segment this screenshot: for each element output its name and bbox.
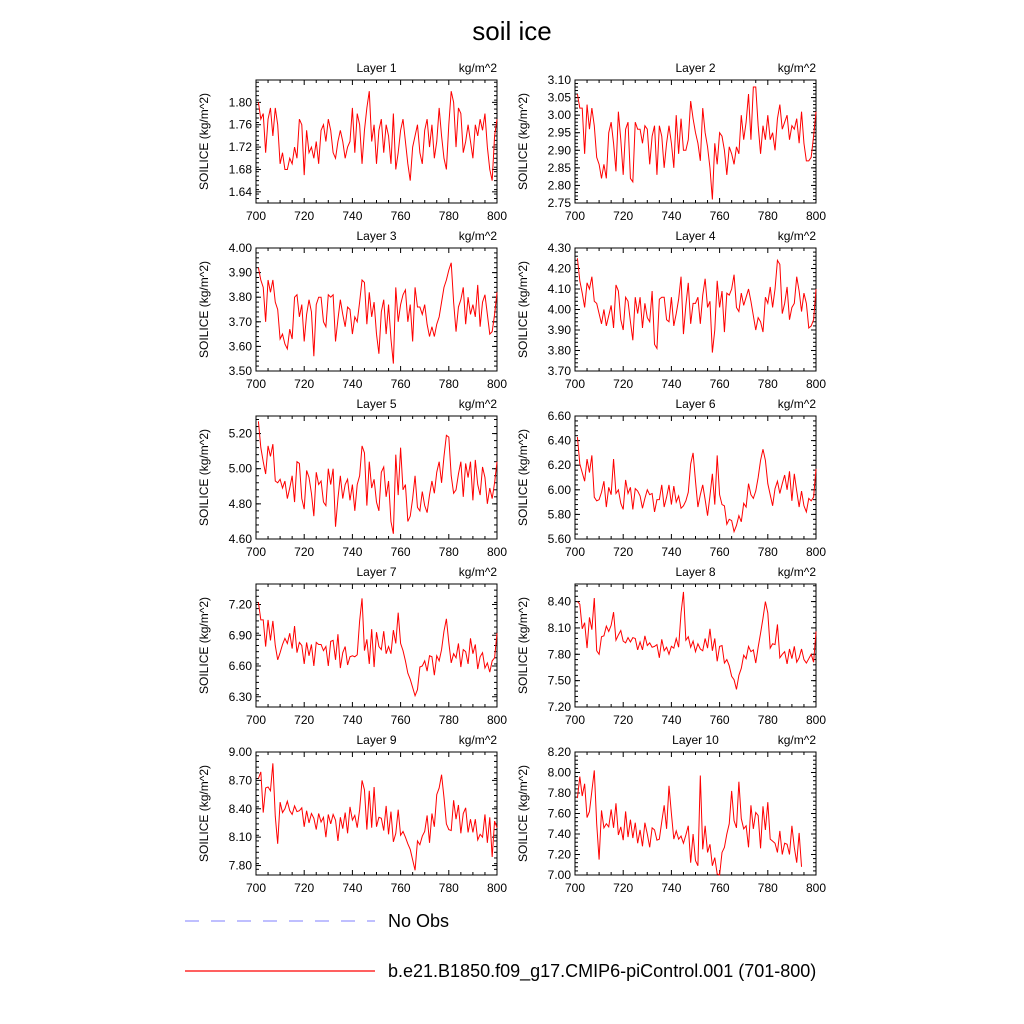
y-tick-label: 8.40: [228, 801, 252, 816]
y-tick-label: 6.30: [228, 689, 252, 704]
x-tick-label: 780: [438, 209, 459, 223]
x-tick-label: 700: [564, 713, 586, 727]
legend-model-label: b.e21.B1850.f09_g17.CMIP6-piControl.001 (701-800): [388, 961, 817, 981]
y-axis-label: SOILICE (kg/m^2): [516, 597, 530, 694]
x-tick-label: 720: [294, 881, 315, 895]
chart-panel-1: [197, 61, 507, 223]
y-tick-label: 2.85: [547, 160, 571, 175]
x-tick-label: 780: [757, 545, 778, 559]
chart-panel-3: [197, 229, 507, 391]
x-tick-label: 700: [245, 377, 267, 391]
series-line: [577, 258, 816, 352]
series-line: [577, 592, 816, 690]
panel-units: kg/m^2: [458, 733, 497, 747]
y-tick-label: 4.00: [547, 302, 571, 317]
plot-frame: [256, 248, 497, 371]
y-tick-label: 4.30: [547, 241, 571, 255]
y-tick-label: 3.90: [228, 265, 252, 280]
y-tick-label: 4.10: [547, 282, 571, 296]
x-tick-label: 700: [564, 881, 586, 895]
y-tick-label: 8.70: [228, 773, 252, 788]
y-tick-label: 3.80: [547, 343, 571, 358]
x-tick-label: 780: [757, 881, 778, 895]
x-tick-label: 720: [294, 377, 315, 391]
x-tick-label: 800: [805, 377, 827, 391]
y-tick-label: 7.20: [228, 597, 252, 612]
x-tick-label: 740: [661, 881, 682, 895]
series-line: [577, 87, 816, 199]
y-tick-label: 3.50: [228, 364, 252, 378]
x-tick-label: 700: [564, 545, 586, 559]
x-tick-label: 720: [613, 881, 634, 895]
y-tick-label: 8.40: [547, 594, 571, 609]
y-axis-label: SOILICE (kg/m^2): [516, 261, 530, 358]
y-tick-label: 8.20: [547, 745, 571, 759]
x-tick-label: 800: [805, 545, 827, 559]
panel-units: kg/m^2: [458, 229, 497, 243]
x-tick-label: 760: [709, 377, 730, 391]
x-tick-label: 740: [661, 209, 682, 223]
y-tick-label: 3.70: [228, 314, 252, 329]
panel-units: kg/m^2: [458, 565, 497, 579]
series-line: [577, 437, 816, 532]
y-tick-label: 6.90: [228, 628, 252, 643]
y-axis-label: SOILICE (kg/m^2): [516, 429, 530, 526]
x-tick-label: 800: [486, 209, 508, 223]
y-tick-label: 2.75: [547, 196, 571, 210]
x-tick-label: 780: [438, 545, 459, 559]
x-tick-label: 740: [342, 881, 363, 895]
panel-units: kg/m^2: [777, 565, 816, 579]
panel-title: Layer 6: [675, 397, 716, 411]
x-tick-label: 780: [757, 713, 778, 727]
y-tick-label: 4.20: [547, 261, 571, 276]
y-tick-label: 2.90: [547, 143, 571, 158]
x-tick-label: 780: [438, 881, 459, 895]
y-tick-label: 3.90: [547, 323, 571, 337]
chart-panel-10: [516, 733, 826, 895]
y-tick-label: 7.50: [547, 673, 571, 688]
chart-panel-9: [197, 733, 507, 895]
x-tick-label: 780: [757, 209, 778, 223]
chart-panel-2: [516, 61, 826, 223]
y-tick-label: 9.00: [228, 745, 252, 759]
y-tick-label: 6.60: [547, 409, 571, 423]
x-tick-label: 780: [438, 377, 459, 391]
panel-title: Layer 5: [356, 397, 397, 411]
panel-units: kg/m^2: [777, 229, 816, 243]
x-tick-label: 800: [805, 209, 827, 223]
x-tick-label: 700: [245, 545, 267, 559]
y-tick-label: 1.72: [228, 140, 252, 155]
y-axis-label: SOILICE (kg/m^2): [516, 93, 530, 190]
y-tick-label: 3.10: [547, 73, 571, 87]
panel-title: Layer 4: [675, 229, 716, 243]
x-tick-label: 720: [613, 377, 634, 391]
y-tick-label: 5.80: [547, 507, 571, 522]
y-tick-label: 6.60: [228, 659, 252, 673]
y-tick-label: 8.10: [228, 830, 252, 845]
y-tick-label: 3.00: [547, 108, 571, 123]
legend-obs-label: No Obs: [388, 911, 450, 931]
panel-title: Layer 2: [675, 61, 716, 75]
x-tick-label: 740: [661, 713, 682, 727]
page-title: soil ice: [472, 16, 552, 46]
y-tick-label: 4.60: [228, 532, 252, 546]
y-tick-label: 3.05: [547, 90, 571, 105]
y-tick-label: 7.20: [547, 700, 571, 714]
x-tick-label: 760: [709, 713, 730, 727]
series-line: [258, 421, 497, 533]
y-tick-label: 1.76: [228, 117, 252, 132]
x-tick-label: 760: [709, 881, 730, 895]
y-axis-label: SOILICE (kg/m^2): [197, 597, 211, 694]
x-tick-label: 760: [390, 713, 411, 727]
panel-title: Layer 3: [356, 229, 397, 243]
x-tick-label: 800: [805, 881, 827, 895]
x-tick-label: 800: [486, 545, 508, 559]
panel-units: kg/m^2: [777, 61, 816, 75]
y-tick-label: 5.00: [228, 461, 252, 476]
x-tick-label: 800: [805, 713, 827, 727]
x-tick-label: 740: [342, 377, 363, 391]
y-tick-label: 6.40: [547, 433, 571, 448]
y-tick-label: 7.60: [547, 806, 571, 821]
y-axis-label: SOILICE (kg/m^2): [197, 765, 211, 862]
x-tick-label: 720: [294, 209, 315, 223]
y-tick-label: 1.64: [228, 184, 252, 199]
x-tick-label: 740: [342, 713, 363, 727]
x-tick-label: 700: [564, 209, 586, 223]
x-tick-label: 740: [342, 545, 363, 559]
plot-frame: [256, 80, 497, 203]
x-tick-label: 700: [245, 881, 267, 895]
y-axis-label: SOILICE (kg/m^2): [197, 429, 211, 526]
series-line: [258, 91, 497, 180]
panel-units: kg/m^2: [777, 733, 816, 747]
y-tick-label: 5.20: [228, 426, 252, 441]
y-tick-label: 1.68: [228, 162, 252, 177]
series-line: [577, 770, 801, 875]
panel-title: Layer 7: [356, 565, 397, 579]
chart-panel-7: [197, 565, 507, 727]
x-tick-label: 740: [661, 545, 682, 559]
y-tick-label: 7.00: [547, 868, 571, 882]
x-tick-label: 780: [757, 377, 778, 391]
x-tick-label: 740: [661, 377, 682, 391]
y-tick-label: 7.80: [228, 858, 252, 873]
panel-units: kg/m^2: [777, 397, 816, 411]
chart-panel-5: [197, 397, 507, 559]
y-tick-label: 3.60: [228, 339, 252, 354]
plot-frame: [575, 80, 816, 203]
x-tick-label: 760: [709, 545, 730, 559]
panel-units: kg/m^2: [458, 397, 497, 411]
x-tick-label: 700: [245, 209, 267, 223]
chart-panel-4: [516, 229, 826, 391]
x-tick-label: 760: [390, 881, 411, 895]
panel-title: Layer 9: [356, 733, 397, 747]
y-tick-label: 5.60: [547, 532, 571, 546]
y-tick-label: 7.80: [547, 647, 571, 662]
y-axis-label: SOILICE (kg/m^2): [197, 93, 211, 190]
x-tick-label: 700: [245, 713, 267, 727]
chart-panel-6: [516, 397, 826, 559]
x-tick-label: 760: [709, 209, 730, 223]
y-tick-label: 2.95: [547, 125, 571, 140]
series-line: [258, 763, 497, 870]
x-tick-label: 720: [294, 713, 315, 727]
x-tick-label: 740: [342, 209, 363, 223]
x-tick-label: 700: [564, 377, 586, 391]
x-tick-label: 800: [486, 881, 508, 895]
x-tick-label: 760: [390, 545, 411, 559]
y-tick-label: 7.20: [547, 847, 571, 862]
y-axis-label: SOILICE (kg/m^2): [516, 765, 530, 862]
y-tick-label: 4.80: [228, 496, 252, 511]
x-tick-label: 720: [613, 209, 634, 223]
panel-title: Layer 8: [675, 565, 716, 579]
plot-frame: [575, 584, 816, 707]
y-tick-label: 6.00: [547, 482, 571, 497]
y-tick-label: 1.80: [228, 95, 252, 110]
y-tick-label: 3.80: [228, 290, 252, 305]
series-line: [258, 598, 497, 695]
y-tick-label: 3.70: [547, 364, 571, 378]
x-tick-label: 800: [486, 377, 508, 391]
x-tick-label: 720: [613, 713, 634, 727]
y-tick-label: 2.80: [547, 178, 571, 193]
x-tick-label: 720: [294, 545, 315, 559]
y-axis-label: SOILICE (kg/m^2): [197, 261, 211, 358]
y-tick-label: 4.00: [228, 241, 252, 255]
x-tick-label: 800: [486, 713, 508, 727]
y-tick-label: 7.40: [547, 827, 571, 841]
x-tick-label: 760: [390, 209, 411, 223]
chart-panel-8: [516, 565, 826, 727]
panel-title: Layer 1: [356, 61, 397, 75]
x-tick-label: 720: [613, 545, 634, 559]
y-tick-label: 8.00: [547, 765, 571, 780]
y-tick-label: 7.80: [547, 786, 571, 800]
x-tick-label: 760: [390, 377, 411, 391]
series-line: [258, 263, 497, 364]
x-tick-label: 780: [438, 713, 459, 727]
panel-title: Layer 10: [672, 733, 719, 747]
y-tick-label: 8.10: [547, 620, 571, 635]
y-tick-label: 6.20: [547, 458, 571, 473]
panel-units: kg/m^2: [458, 61, 497, 75]
